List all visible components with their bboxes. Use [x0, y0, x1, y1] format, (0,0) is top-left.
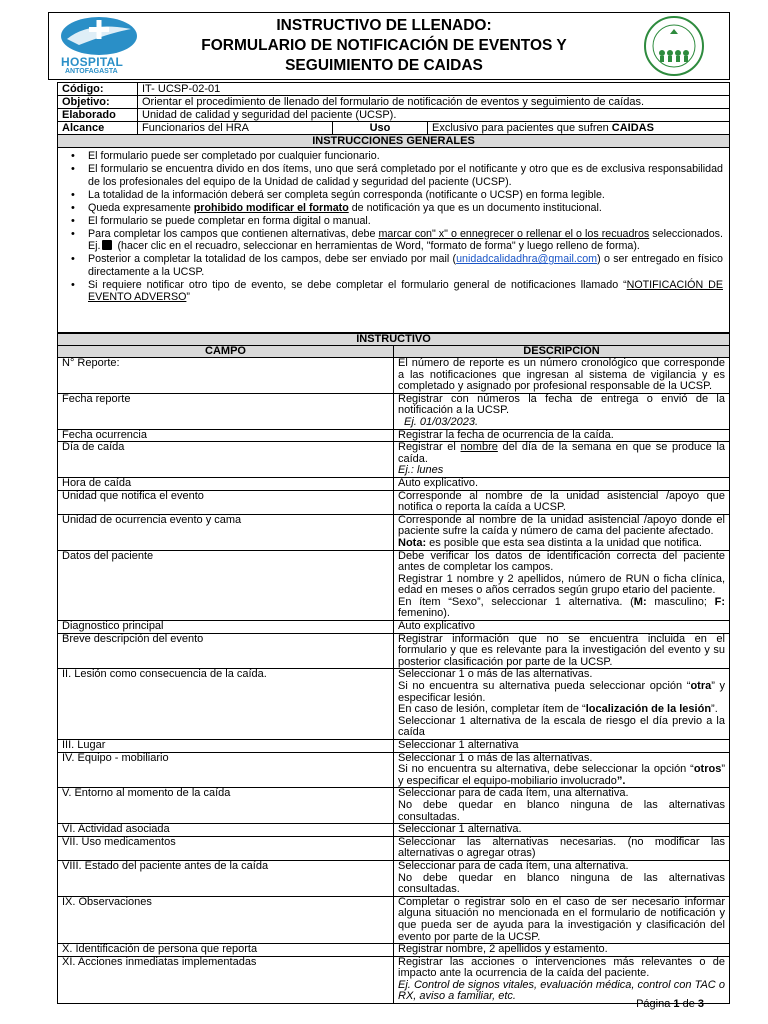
table-row	[58, 896, 730, 943]
desc-cell: Seleccionar las alternativas necesarias. (no modificar las alternativas o agregar otras)	[394, 836, 730, 860]
text: otra	[690, 680, 712, 693]
text: F:	[714, 595, 725, 608]
text: Queda expresamente	[88, 201, 194, 214]
campo-cell: Datos del paciente	[58, 550, 394, 621]
desc-cell	[394, 393, 730, 429]
title-line-3: SEGUIMIENTO DE CAIDAS	[285, 57, 483, 74]
table-row	[58, 429, 730, 442]
text: M:	[633, 595, 647, 608]
campo-cell: VI. Actividad asociada	[58, 824, 394, 837]
text: Registrar con números la fecha de entrega o envió de la notificación a la UCSP.	[398, 392, 725, 417]
text: Para completar los campos que contienen alternativas, debe	[88, 227, 379, 240]
nombre-emphasis: nombre	[460, 441, 498, 454]
table-row	[58, 550, 730, 621]
example-text: Ej. 01/03/2023.	[404, 415, 479, 428]
hospital-logo	[49, 13, 149, 79]
table-row	[58, 824, 730, 837]
general-item: • La totalidad de la información deberá ser completa según corresponda (notificante o UCSP) en forma legible.	[68, 189, 723, 202]
desc-cell: Registrar la fecha de ocurrencia de la caída.	[394, 429, 730, 442]
desc-cell: Completar o registrar solo en el caso de ser necesario informar alguna situación no mencionada en el formulario de notificación y que pueda ser de ayuda para la investigación y clasificación del evento por parte de la UCSP.	[394, 896, 730, 943]
campo-cell: XI. Acciones inmediatas implementadas	[58, 956, 394, 1003]
title-line-1: INSTRUCTIVO DE LLENADO:	[276, 17, 492, 34]
general-item	[68, 253, 723, 278]
example-text: Ej.: lunes	[398, 464, 444, 477]
desc-cell	[394, 956, 730, 1003]
desc-cell: Registrar nombre, 2 apellidos y estamento.	[394, 944, 730, 957]
table-row	[58, 393, 730, 429]
table-row	[58, 740, 730, 753]
campo-cell: VII. Uso medicamentos	[58, 836, 394, 860]
text: localización de la lesión	[585, 703, 712, 716]
campo-header: CAMPO	[58, 346, 394, 358]
text: No debe quedar en blanco ninguna de las alternativas consultadas.	[398, 871, 725, 896]
text: En caso de lesión, completar ítem de “	[398, 703, 586, 716]
text: femenino).	[398, 607, 450, 620]
desc-cell: Auto explicativo.	[394, 477, 730, 490]
desc-cell	[394, 669, 730, 740]
text: Seleccionar para de cada ítem, una alternativa.	[398, 859, 629, 872]
campo-cell: N° Reporte:	[58, 358, 394, 394]
text: No debe quedar en blanco ninguna de las alternativas consultadas.	[398, 798, 725, 823]
page-total: 3	[697, 998, 704, 1010]
desc-cell: Seleccionar 1 alternativa	[394, 740, 730, 753]
desc-cell	[394, 788, 730, 824]
table-row	[58, 669, 730, 740]
general-instructions	[57, 147, 730, 333]
table-row	[58, 860, 730, 896]
text: Si no encuentra su alternativa pueda seleccionar opción “	[398, 680, 691, 693]
desc-cell: Auto explicativo	[394, 621, 730, 634]
text: ” y especificar el equipo-mobiliario involucrado	[398, 763, 725, 787]
campo-cell: IV. Equipo - mobiliario	[58, 752, 394, 788]
text: ”.	[711, 703, 718, 716]
campo-cell: Unidad que notifica el evento	[58, 490, 394, 514]
table-row	[58, 956, 730, 1003]
text: ) o ser entregado en físico directamente a la UCSP.	[88, 253, 723, 278]
page-footer	[636, 998, 704, 1010]
text: Seleccionar 1 o más de las alternativas.	[398, 668, 593, 681]
campo-cell: Fecha ocurrencia	[58, 429, 394, 442]
text: Si no encuentra su alternativa, debe seleccionar la opción “	[398, 763, 694, 776]
desc-cell	[394, 442, 730, 478]
text: ” y especificar lesión.	[398, 680, 725, 704]
text: ”.	[616, 774, 626, 787]
document-title	[149, 16, 619, 76]
elaborado-value: Unidad de calidad y seguridad del paciente (UCSP).	[138, 109, 730, 122]
descripcion-header: DESCRIPCION	[394, 346, 730, 358]
campo-cell: VIII. Estado del paciente antes de la caída	[58, 860, 394, 896]
codigo-value: IT- UCSP-02-01	[138, 83, 730, 96]
table-row	[58, 788, 730, 824]
text: Seleccionar 1 o más de las alternativas.	[398, 751, 593, 764]
text: otros	[693, 763, 722, 776]
hospital-name: HOSPITAL	[61, 55, 124, 69]
text: En ítem “Sexo”, seleccionar 1 alternativa. (	[398, 595, 634, 608]
text: Seleccionar para de cada ítem, una alternativa.	[398, 787, 629, 800]
page-number: 1	[673, 998, 680, 1010]
desc-cell: Corresponde al nombre de la unidad asistencial /apoyo que notifica o reporta la caída a UCSP.	[394, 490, 730, 514]
text: Posterior a completar la totalidad de los campos, debe ser enviado por mail (	[88, 253, 457, 265]
title-line-2: FORMULARIO DE NOTIFICACIÓN DE EVENTOS Y	[201, 37, 567, 54]
desc-cell: El número de reporte es un número cronológico que corresponde a las notificaciones que ingresan al sistema de vigilancia y es completado y asignado por profesional responsable de la UCSP.	[394, 358, 730, 394]
text: masculino;	[646, 595, 715, 608]
text: del día de la semana en que se produce la caída.	[398, 441, 726, 465]
instructivo-heading: INSTRUCTIVO	[58, 334, 730, 346]
email-link[interactable]: unidadcalidadhra@gmail.com	[456, 253, 598, 265]
desc-cell: Seleccionar 1 alternativa.	[394, 824, 730, 837]
text: seleccionados. Ej.	[88, 227, 724, 252]
page-of: de	[679, 998, 698, 1010]
campo-cell: III. Lugar	[58, 740, 394, 753]
general-item	[68, 228, 723, 253]
alcance-label: Alcance	[58, 122, 138, 135]
hospital-logo-mark	[59, 15, 139, 57]
marking-emphasis: marcar con" x" o ennegrecer o rellenar el o los recuadros	[378, 227, 650, 240]
text: de notificación ya que es un documento institucional.	[348, 201, 602, 214]
text: Seleccionar 1 alternativa de la escala de riesgo el día previo a la caída	[398, 714, 725, 739]
general-item	[68, 279, 723, 304]
ucsp-seal-graphic	[642, 15, 706, 77]
uso-emphasis: CAIDAS	[611, 122, 654, 134]
hospital-city: ANTOFAGASTA	[65, 68, 118, 75]
document-header	[48, 12, 730, 80]
table-row	[58, 442, 730, 478]
table-row	[58, 477, 730, 490]
campo-cell: Hora de caída	[58, 477, 394, 490]
table-row	[58, 621, 730, 634]
metadata-table	[57, 82, 730, 148]
desc-cell	[394, 860, 730, 896]
campo-cell: Breve descripción del evento	[58, 633, 394, 669]
example-text: Ej. Control de signos vitales, evaluación médica, control con TAC o RX, aviso a familiar, etc.	[398, 978, 725, 1003]
desc-cell	[394, 514, 730, 550]
campo-cell: Día de caída	[58, 442, 394, 478]
campo-cell: II. Lesión como consecuencia de la caída.	[58, 669, 394, 740]
general-item: • El formulario puede ser completado por cualquier funcionario.	[68, 150, 723, 163]
campo-cell: X. Identificación de persona que reporta	[58, 944, 394, 957]
general-item: • El formulario se puede completar en forma digital o manual.	[68, 215, 723, 228]
text: Registrar las acciones o intervenciones más relevantes o de impacto ante la ocurrencia de la caída del paciente.	[398, 955, 725, 980]
codigo-label: Código:	[58, 83, 138, 96]
campo-cell: IX. Observaciones	[58, 896, 394, 943]
table-row	[58, 944, 730, 957]
filled-checkbox-icon	[102, 240, 112, 250]
table-row	[58, 836, 730, 860]
elaborado-label: Elaborado	[58, 109, 138, 122]
uso-label: Uso	[333, 122, 428, 135]
table-row	[58, 633, 730, 669]
campo-cell: Fecha reporte	[58, 393, 394, 429]
general-instructions-heading: INSTRUCCIONES GENERALES	[58, 135, 730, 148]
text: es posible que esta sea distinta a la unidad que notifica.	[426, 536, 702, 549]
adverse-event-form-name: NOTIFICACIÓN DE EVENTO ADVERSO	[88, 278, 723, 303]
campo-cell: Diagnostico principal	[58, 621, 394, 634]
text: ”	[186, 291, 190, 303]
text: Debe verificar los datos de identificación correcta del paciente antes de completar los campos.	[398, 549, 725, 574]
uso-value	[428, 122, 730, 135]
general-item	[68, 202, 723, 215]
table-row	[58, 358, 730, 394]
prohibited-emphasis: prohibido modificar el formato	[193, 201, 349, 214]
text: Registrar el	[398, 441, 461, 454]
objetivo-value: Orientar el procedimiento de llenado del formulario de notificación de eventos y seguimiento de caídas.	[138, 96, 730, 109]
text: Registrar 1 nombre y 2 apellidos, número de RUN o ficha clínica, edad en meses o años cerrados según grupo etario del paciente.	[398, 572, 725, 597]
table-row	[58, 752, 730, 788]
desc-cell	[394, 752, 730, 788]
text: Si requiere notificar otro tipo de evento, se debe completar el formulario general de notificaciones llamado “	[88, 278, 627, 291]
table-row	[58, 514, 730, 550]
campo-cell: Unidad de ocurrencia evento y cama	[58, 514, 394, 550]
instructivo-table	[57, 333, 730, 1004]
general-item: • El formulario se encuentra divido en dos ítems, uno que será completado por el notificante y otro que es de exclusiva responsabilidad de los profesionales del equipo de la Unidad de calidad y seguridad del paciente (UCSP).	[68, 163, 723, 188]
objetivo-label: Objetivo:	[58, 96, 138, 109]
alcance-value: Funcionarios del HRA	[138, 122, 333, 135]
campo-cell: V. Entorno al momento de la caída	[58, 788, 394, 824]
text: (hacer clic en el recuadro, seleccionar en herramientas de Word, "formato de forma" y luego relleno de forma).	[114, 240, 640, 252]
text: Corresponde al nombre de la unidad asistencial /apoyo donde el paciente sufre la caída y número de cama del paciente afectado.	[398, 513, 725, 538]
page-label: Página	[636, 998, 674, 1010]
note-label: Nota:	[398, 536, 427, 549]
ucsp-seal	[619, 13, 729, 79]
table-row	[58, 490, 730, 514]
desc-cell	[394, 550, 730, 621]
desc-cell: Registrar información que no se encuentra incluida en el formulario y que es relevante para la investigación del evento y su posterior clasificación por parte de la UCSP.	[394, 633, 730, 669]
uso-text: Exclusivo para pacientes que sufren	[432, 122, 612, 134]
